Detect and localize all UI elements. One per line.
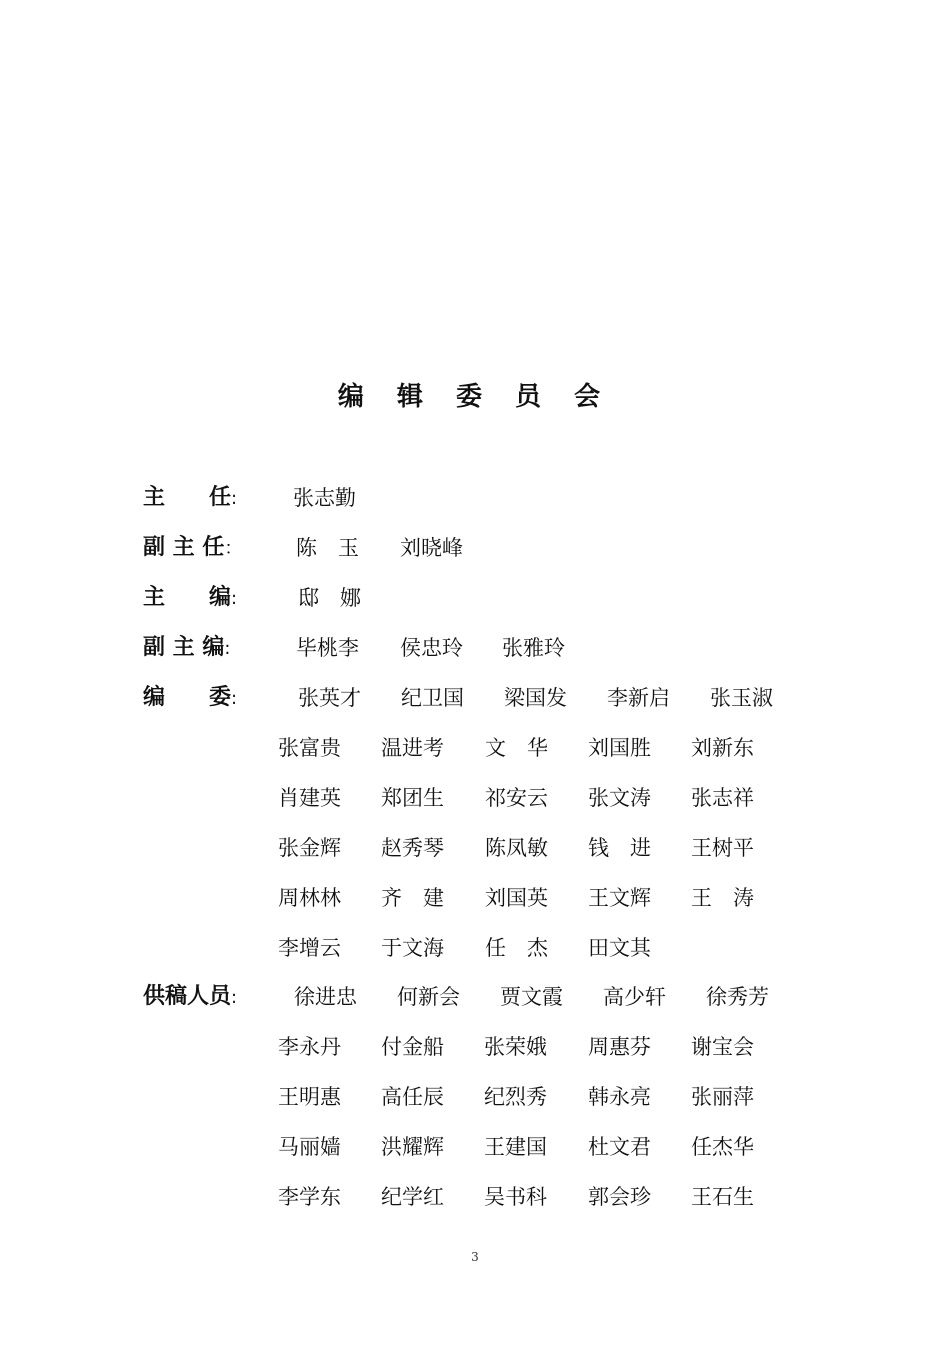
committee-row bbox=[0, 932, 950, 964]
committee-row bbox=[0, 882, 950, 914]
committee-member-name: 周林林 bbox=[278, 886, 341, 910]
director-label: 主 任: bbox=[143, 485, 238, 510]
director-name: 张志勤 bbox=[293, 486, 356, 510]
contributor-name: 徐进忠 bbox=[294, 985, 357, 1009]
contributor-name: 高少轩 bbox=[603, 985, 666, 1009]
committee-row bbox=[0, 682, 950, 714]
committee-member-name: 肖建英 bbox=[278, 786, 341, 810]
committee-member-name: 刘国英 bbox=[485, 886, 548, 910]
committee-member-name: 郑团生 bbox=[381, 786, 444, 810]
contributor-name: 李永丹 bbox=[278, 1035, 341, 1059]
contributor-name: 吴书科 bbox=[484, 1185, 547, 1209]
committee-member-name: 王文辉 bbox=[588, 886, 651, 910]
deputy-director-label: 副 主 任： bbox=[143, 535, 243, 560]
committee-member-name: 张金辉 bbox=[278, 836, 341, 860]
contributor-name: 纪烈秀 bbox=[484, 1085, 547, 1109]
deputy-chief-editor-name: 侯忠玲 bbox=[400, 636, 463, 660]
committee-row bbox=[0, 832, 950, 864]
contributor-name: 谢宝会 bbox=[691, 1035, 754, 1059]
committee-member-name: 李新启 bbox=[607, 686, 670, 710]
contributor-name: 张荣娥 bbox=[484, 1035, 547, 1059]
committee-member-name: 任 杰 bbox=[485, 936, 548, 960]
page-title: 编 辑 委 员 会 bbox=[337, 382, 613, 412]
chief-editor-name: 邸 娜 bbox=[298, 586, 361, 610]
committee-member-name: 张英才 bbox=[298, 686, 361, 710]
committee-member-name: 赵秀琴 bbox=[381, 836, 444, 860]
contributor-name: 周惠芬 bbox=[588, 1035, 651, 1059]
contributor-name: 付金船 bbox=[381, 1035, 444, 1059]
committee-member-name: 于文海 bbox=[381, 936, 444, 960]
committee-label: 编 委: bbox=[143, 685, 238, 710]
contributor-name: 郭会珍 bbox=[588, 1185, 651, 1209]
contributor-name: 纪学红 bbox=[381, 1185, 444, 1209]
committee-member-name: 祁安云 bbox=[485, 786, 548, 810]
committee-member-name: 文 华 bbox=[485, 736, 548, 760]
committee-member-name: 梁国发 bbox=[504, 686, 567, 710]
contributor-name: 王石生 bbox=[691, 1185, 754, 1209]
contributor-name: 洪耀辉 bbox=[381, 1135, 444, 1159]
director-row bbox=[0, 482, 950, 514]
contributors-row bbox=[0, 1081, 950, 1113]
deputy-chief-editor-name: 张雅玲 bbox=[502, 636, 565, 660]
committee-member-name: 王 涛 bbox=[691, 886, 754, 910]
contributor-name: 高任辰 bbox=[381, 1085, 444, 1109]
committee-member-name: 张志祥 bbox=[691, 786, 754, 810]
committee-member-name: 刘国胜 bbox=[588, 736, 651, 760]
deputy-director-name: 陈 玉 bbox=[296, 536, 359, 560]
deputy-director-name: 刘晓峰 bbox=[400, 536, 463, 560]
committee-row bbox=[0, 732, 950, 764]
committee-member-name: 陈凤敏 bbox=[485, 836, 548, 860]
deputy-chief-editor-name: 毕桃李 bbox=[296, 636, 359, 660]
committee-member-name: 刘新东 bbox=[691, 736, 754, 760]
chief-editor-label: 主 编: bbox=[143, 585, 238, 610]
contributor-name: 李学东 bbox=[278, 1185, 341, 1209]
contributor-name: 杜文君 bbox=[588, 1135, 651, 1159]
contributors-row bbox=[0, 981, 950, 1013]
contributor-name: 徐秀芳 bbox=[706, 985, 769, 1009]
contributor-name: 任杰华 bbox=[691, 1135, 754, 1159]
contributor-name: 王建国 bbox=[484, 1135, 547, 1159]
contributor-name: 马丽嫱 bbox=[278, 1135, 341, 1159]
contributor-name: 韩永亮 bbox=[588, 1085, 651, 1109]
committee-member-name: 张玉淑 bbox=[710, 686, 773, 710]
committee-member-name: 王树平 bbox=[691, 836, 754, 860]
contributor-name: 张丽萍 bbox=[691, 1085, 754, 1109]
page-number: 3 bbox=[471, 1250, 479, 1264]
contributors-row bbox=[0, 1131, 950, 1163]
deputy-chief-editor-label: 副 主 编: bbox=[143, 635, 231, 660]
contributor-name: 王明惠 bbox=[278, 1085, 341, 1109]
committee-row bbox=[0, 782, 950, 814]
committee-member-name: 钱 进 bbox=[588, 836, 651, 860]
contributors-row bbox=[0, 1031, 950, 1063]
committee-member-name: 张富贵 bbox=[278, 736, 341, 760]
committee-member-name: 纪卫国 bbox=[401, 686, 464, 710]
contributors-label: 供稿人员: bbox=[143, 984, 238, 1009]
contributors-row bbox=[0, 1181, 950, 1213]
committee-member-name: 齐 建 bbox=[381, 886, 444, 910]
deputy-chief-editor-row bbox=[0, 632, 950, 664]
committee-member-name: 田文其 bbox=[588, 936, 651, 960]
chief-editor-row bbox=[0, 582, 950, 614]
committee-member-name: 李增云 bbox=[278, 936, 341, 960]
deputy-director-row bbox=[0, 532, 950, 564]
contributor-name: 何新会 bbox=[397, 985, 460, 1009]
committee-member-name: 温进考 bbox=[381, 736, 444, 760]
contributor-name: 贾文霞 bbox=[500, 985, 563, 1009]
committee-member-name: 张文涛 bbox=[588, 786, 651, 810]
